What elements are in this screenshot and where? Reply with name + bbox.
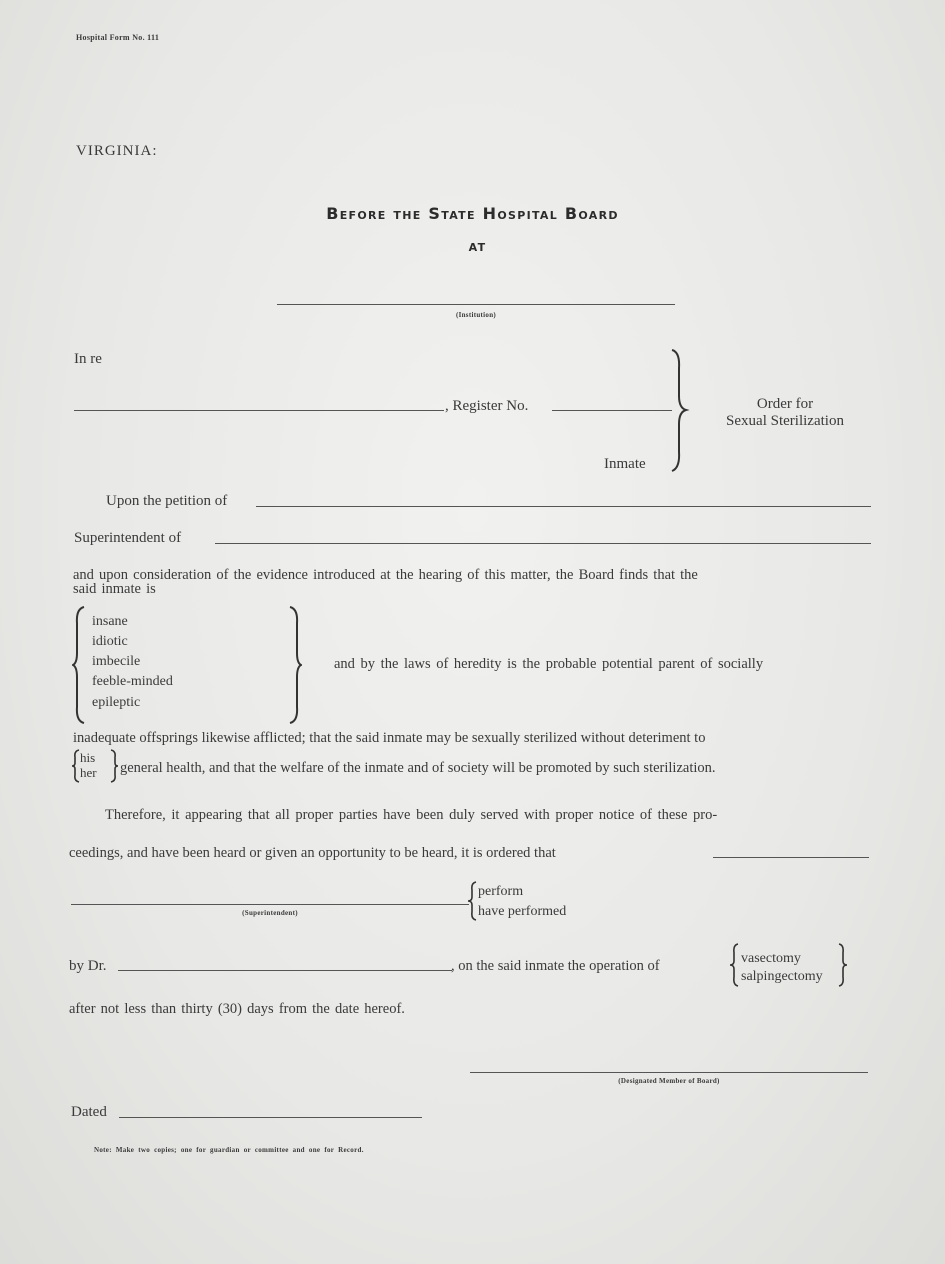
condition-option[interactable]: idiotic [92,634,128,649]
by-dr-label: by Dr. [69,958,107,974]
left-brace-icon [72,749,80,783]
after-text: after not less than thirty (30) days from the date hereof. [69,1001,405,1017]
order-title-line1: Order for [756,396,814,412]
in-re-label: In re [74,351,102,367]
condition-option[interactable]: feeble-minded [92,674,173,689]
condition-option[interactable]: imbecile [92,654,141,669]
board-title: Before the State Hospital Board [326,204,619,223]
state-heading: VIRGINIA: [76,143,158,159]
register-no-field[interactable] [552,410,672,411]
inmate-label: Inmate [604,456,646,472]
board-member-caption: (Designated Member of Board) [618,1077,720,1085]
superintendent-label: Superintendent of [74,530,182,546]
superintendent-name-field[interactable] [71,904,469,905]
institution-field[interactable] [277,304,675,305]
finding-text [73,568,698,596]
petitioner-field[interactable] [256,506,871,507]
inmate-name-field[interactable] [74,410,444,411]
perform-option[interactable]: perform [478,884,524,899]
operation-option[interactable]: salpingectomy [741,969,823,984]
perform-option[interactable]: have performed [478,904,567,919]
doctor-name-field[interactable] [118,970,452,971]
therefore-line1: Therefore, it appearing that all proper parties have been duly served with proper notice of these pro- [105,807,718,823]
finding-line2: said inmate is [73,581,156,597]
board-member-signature-field[interactable] [470,1072,868,1073]
institution-caption: (Institution) [455,311,497,319]
offspring-text: inadequate offsprings likewise afflicted; that the said inmate may be sexually sterilized without deteriment to [73,730,706,746]
operation-text: , on the said inmate the operation of [451,958,660,974]
operation-option[interactable]: vasectomy [741,951,801,966]
left-brace-icon [468,881,477,921]
copies-note: Note: Make two copies; one for guardian or committee and one for Record. [94,1146,364,1154]
heredity-text: and by the laws of heredity is the probable potential parent of socially [334,656,764,672]
register-no-label: , Register No. [445,398,529,414]
ordered-superintendent-field[interactable] [713,857,869,858]
left-brace-icon [72,605,88,725]
right-brace-icon [838,943,847,987]
left-brace-icon [730,943,739,987]
condition-option[interactable]: epileptic [92,695,141,710]
right-brace-icon [286,605,302,725]
petition-label: Upon the petition of [106,493,228,509]
dated-label: Dated [71,1104,107,1120]
superintendent-institution-field[interactable] [215,543,871,544]
at-label: AT [468,241,487,254]
right-brace-icon [668,348,690,473]
finding-line1: and upon consideration of the evidence introduced at the hearing of this matter, the Board finds that the [73,567,698,583]
date-field[interactable] [119,1117,422,1118]
right-brace-icon [110,749,118,783]
therefore-line2: ceedings, and have been heard or given an opportunity to be heard, it is ordered that [69,845,556,861]
pronoun-option[interactable]: his [80,750,96,765]
superintendent-caption: (Superintendent) [242,909,298,917]
form-number: Hospital Form No. 111 [76,33,160,42]
order-title-line2: Sexual Sterilization [726,413,844,429]
welfare-text: general health, and that the welfare of the inmate and of society will be promoted by such sterilization. [120,760,716,776]
order-title [715,396,855,430]
condition-option[interactable]: insane [92,614,128,629]
pronoun-option[interactable]: her [80,765,97,780]
